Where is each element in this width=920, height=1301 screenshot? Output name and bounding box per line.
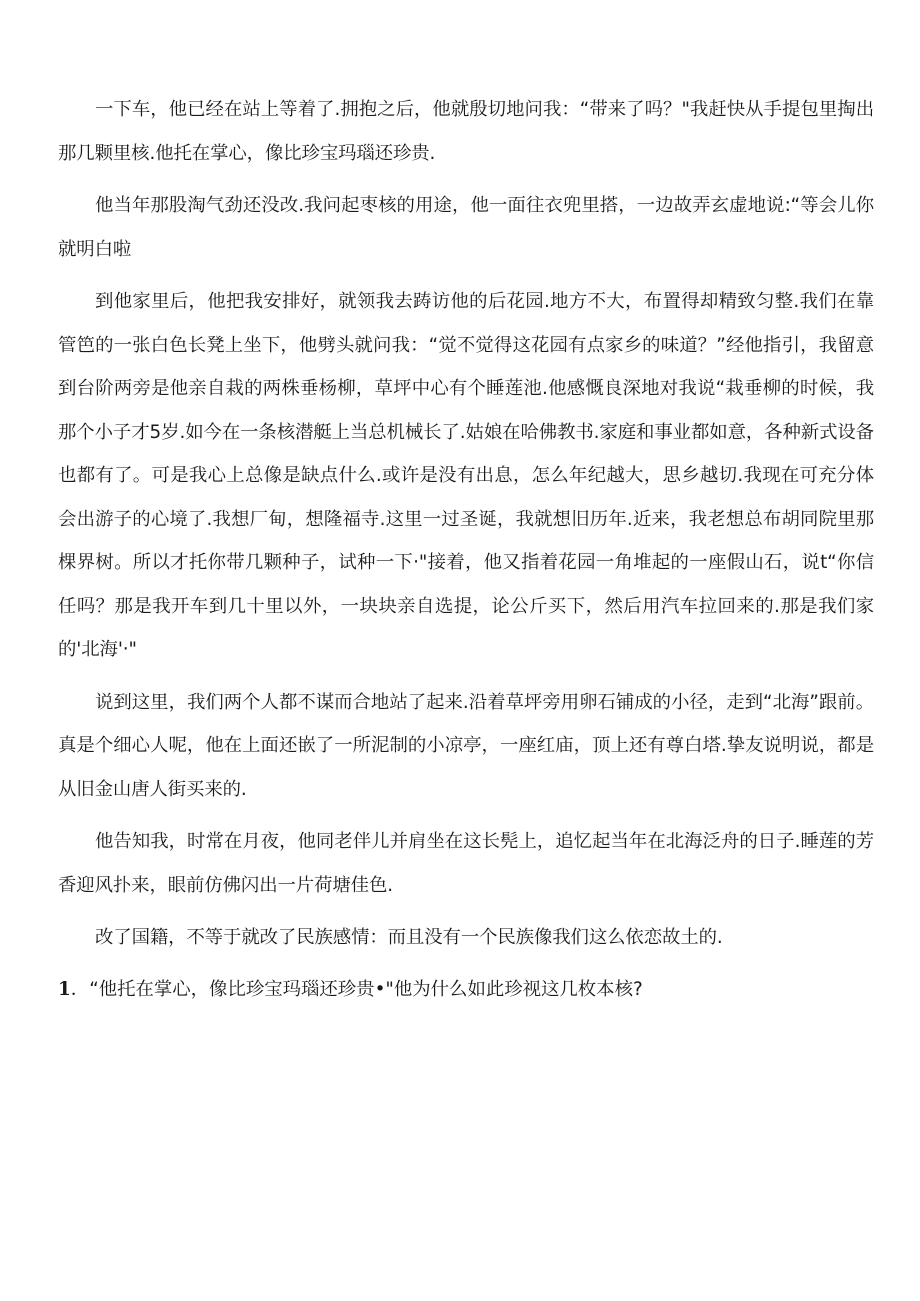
paragraph-2: 他当年那股淘气劲还没改.我问起枣核的用途，他一面往衣兜里搭，一边故弄玄虚地说:“等会儿你就明白啦 [58, 195, 874, 260]
document-page [58, 88, 874, 1011]
question-text: ．“他托在掌心，像比珍宝玛瑙还珍贵•"他为什么如此珍视这几枚本核? [70, 978, 643, 1000]
paragraph-3: 到他家里后，他把我安排好，就领我去踌访他的后花园.地方不大，布置得却精致匀整.我们在靠管笆的一张白色长凳上坐下，他劈头就问我：“觉不觉得这花园有点家乡的味道？”经他指引，我留意到台阶两旁是他亲自栽的两株垂杨柳，草坪中心有个睡莲池.他感慨良深地对我说“栽垂柳的时候，我那个小子才5岁.如今在一条核潜艇上当总机械长了.姑娘在哈佛教书.家庭和事业都如意，各种新式设备也都有了。可是我心上总像是缺点什么.或许是没有出息，怎么年纪越大，思乡越切.我现在可充分体会出游子的心境了.我想厂甸，想隆福寺.这里一过圣诞，我就想旧历年.近来，我老想总布胡同院里那棵界树。所以才托你带几颗种子，试种一下·"接着，他又指着花园一角堆起的一座假山石，说t“你信任吗？那是我开车到几十里以外，一块块亲自选提，论公斤买下，然后用汽车拉回来的.那是我们家的'北海'·" [58, 291, 874, 660]
question-number: 1 [58, 978, 71, 1000]
paragraph-1: 一下车，他已经在站上等着了.拥抱之后，他就殷切地问我：“带来了吗？"我赶快从手提包里掏出那几颗里核.他托在掌心，像比珍宝玛瑙还珍贵. [58, 99, 874, 164]
paragraph-5: 他告知我，时常在月夜，他同老伴儿并肩坐在这长髡上，追忆起当年在北海泛舟的日子.睡莲的芳香迎风扑来，眼前仿佛闪出一片荷塘佳色. [58, 831, 874, 896]
paragraph-4: 说到这里，我们两个人都不谋而合地站了起来.沿着草坪旁用卵石铺成的小径，走到“北海”跟前。真是个细心人呢，他在上面还嵌了一所泥制的小凉亭，一座红庙，顶上还有尊白塔.挚友说明说，都是从旧金山唐人街买来的. [58, 691, 874, 800]
question-1 [58, 968, 874, 1012]
paragraph-6: 改了国籍，不等于就改了民族感情：而且没有一个民族像我们这么依恋故土的. [95, 927, 723, 948]
